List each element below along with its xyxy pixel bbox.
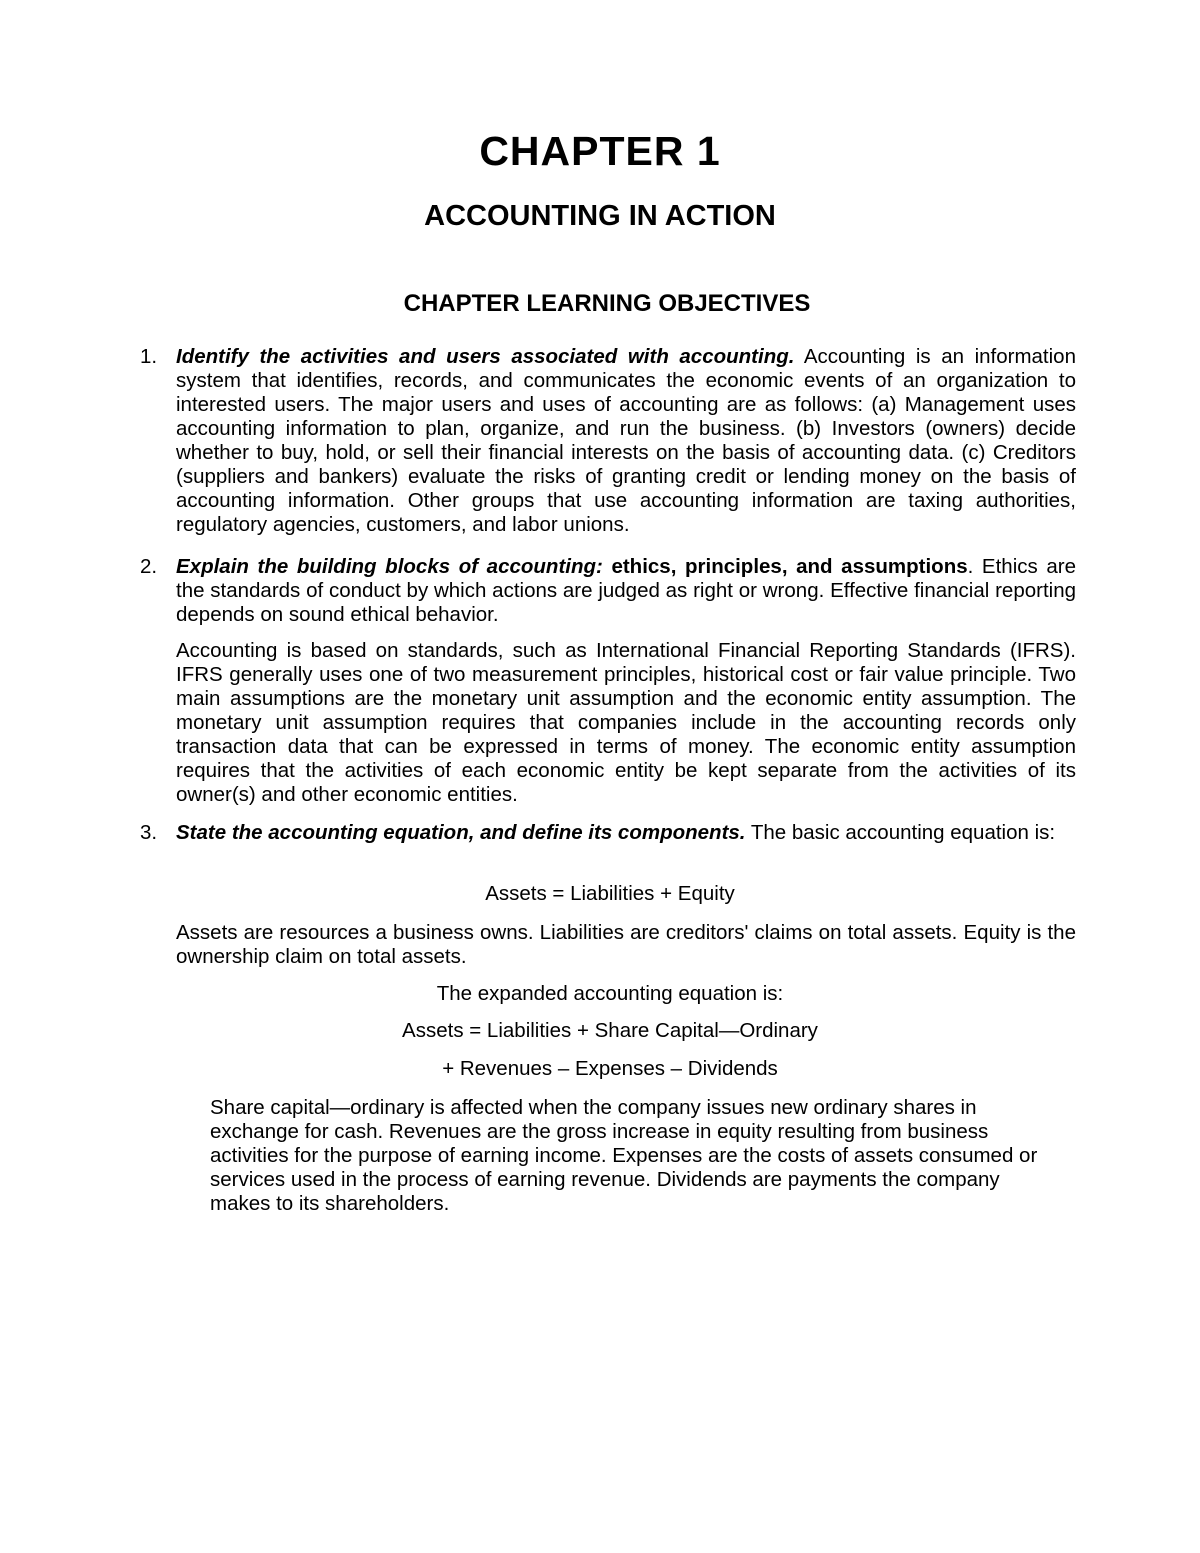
- objective-paragraph: [176, 555, 1076, 627]
- chapter-title: ACCOUNTING IN ACTION: [424, 200, 776, 232]
- objective-number: 1.: [140, 345, 158, 368]
- components-paragraph: Assets are resources a business owns. Liabilities are creditors' claims on total assets. Equity is the ownership claim on total assets.: [176, 921, 1076, 968]
- objective-lead-bold: ethics, principles, and assumptions: [602, 555, 968, 578]
- expanded-equation-line-2: + Revenues – Expenses – Dividends: [442, 1057, 778, 1080]
- section-heading: CHAPTER LEARNING OBJECTIVES: [403, 290, 811, 317]
- objective-lead: Identify the activities and users associated with accounting.: [176, 345, 795, 368]
- objective-paragraph: [176, 821, 1076, 845]
- objective-lead: State the accounting equation, and define its components.: [176, 821, 746, 844]
- expanded-equation-line-1: Assets = Liabilities + Share Capital—Ordinary: [402, 1019, 818, 1042]
- chapter-number: CHAPTER 1: [479, 128, 721, 174]
- objective-text: The basic accounting equation is:: [745, 821, 1056, 844]
- basic-equation: Assets = Liabilities + Equity: [485, 882, 735, 905]
- objective-lead: Explain the building blocks of accounting:: [176, 555, 603, 578]
- expanded-components-paragraph: Share capital—ordinary is affected when the company issues new ordinary shares in exchange for cash. Revenues are the gross increase in equity resulting from business activities for the purpose of earning income. Expenses are the costs of assets consumed or services used in the process of earning revenue. Dividends are payments the company makes to its shareholders.: [210, 1096, 1038, 1215]
- objective-paragraph: [176, 345, 1076, 537]
- objective-number: 2.: [140, 555, 158, 578]
- objective-2-paragraph-2: Accounting is based on standards, such as International Financial Reporting Standards (IFRS). IFRS generally uses one of two measurement principles, historical cost or fair value principle. Two main assumptions are the monetary unit assumption and the economic entity assumption. The monetary unit assumption requires that companies include in the accounting records only transaction data that can be expressed in terms of money. The economic entity assumption requires that the activities of each economic entity be kept separate from the activities of its owner(s) and other economic entities.: [176, 639, 1076, 806]
- objective-text: Accounting is an information system that identifies, records, and communicates the economic events of an organization to interested users. The major users and uses of accounting are as follows: (a) Management uses accounting information to plan, organize, and run the business. (b) Investors (owners) decide whether to buy, hold, or sell their financial interests on the basis of accounting data. (c) Creditors (suppliers and bankers) evaluate the risks of granting credit or lending money on the basis of accounting information. Other groups that use accounting information are taxing authorities, regulatory agencies, customers, and labor unions.: [176, 345, 1076, 536]
- expanded-equation-intro: The expanded accounting equation is:: [436, 982, 784, 1005]
- objective-number: 3.: [140, 821, 158, 844]
- objective-text: . Ethics are the standards of conduct by which actions are judged as right or wrong. Effective financial reporting depends on sound ethical behavior.: [176, 555, 1076, 626]
